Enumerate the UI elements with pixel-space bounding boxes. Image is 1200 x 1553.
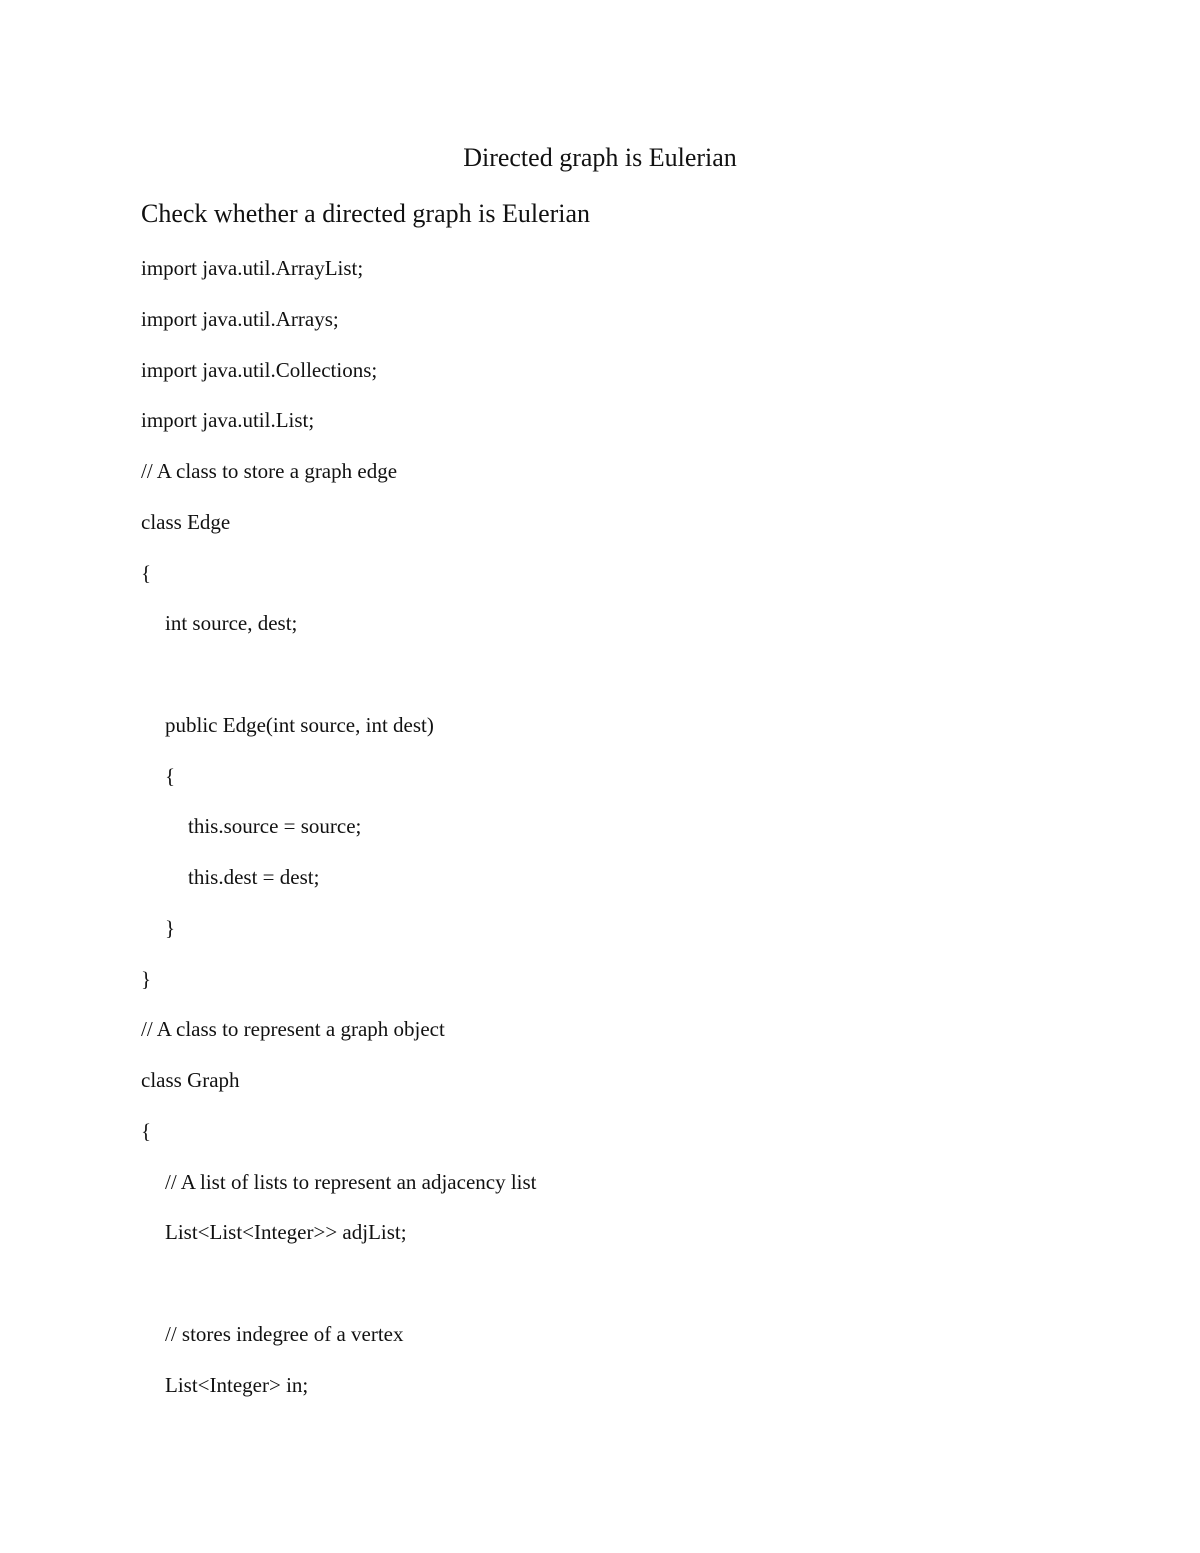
code-line: } — [165, 915, 176, 940]
code-line: int source, dest; — [165, 611, 298, 636]
code-line: // A list of lists to represent an adjacency list — [165, 1169, 537, 1194]
code-line: class Edge — [141, 509, 231, 534]
code-line: this.dest = dest; — [188, 865, 320, 889]
code-listing — [141, 254, 537, 1421]
code-line: } — [141, 966, 152, 991]
code-line: List<Integer> in; — [165, 1372, 309, 1397]
code-line: import java.util.List; — [141, 408, 315, 433]
document-title: Directed graph is Eulerian — [463, 143, 737, 172]
code-line: // A class to store a graph edge — [141, 459, 398, 483]
code-line: { — [141, 560, 152, 585]
code-line: // A class to represent a graph object — [141, 1017, 445, 1042]
code-line: public Edge(int source, int dest) — [165, 712, 434, 737]
code-line: List<List<Integer>> adjList; — [165, 1220, 407, 1245]
code-line: // stores indegree of a vertex — [165, 1321, 404, 1346]
code-line: import java.util.ArrayList; — [141, 256, 364, 280]
code-line: import java.util.Arrays; — [141, 306, 339, 331]
code-line: { — [141, 1118, 152, 1143]
code-line: import java.util.Collections; — [141, 357, 378, 382]
code-line: class Graph — [141, 1068, 240, 1092]
document-subtitle: Check whether a directed graph is Eulerian — [141, 199, 591, 228]
code-line — [141, 1269, 537, 1320]
code-line: this.source = source; — [188, 814, 362, 839]
code-line — [141, 660, 537, 711]
code-line: { — [165, 763, 176, 788]
